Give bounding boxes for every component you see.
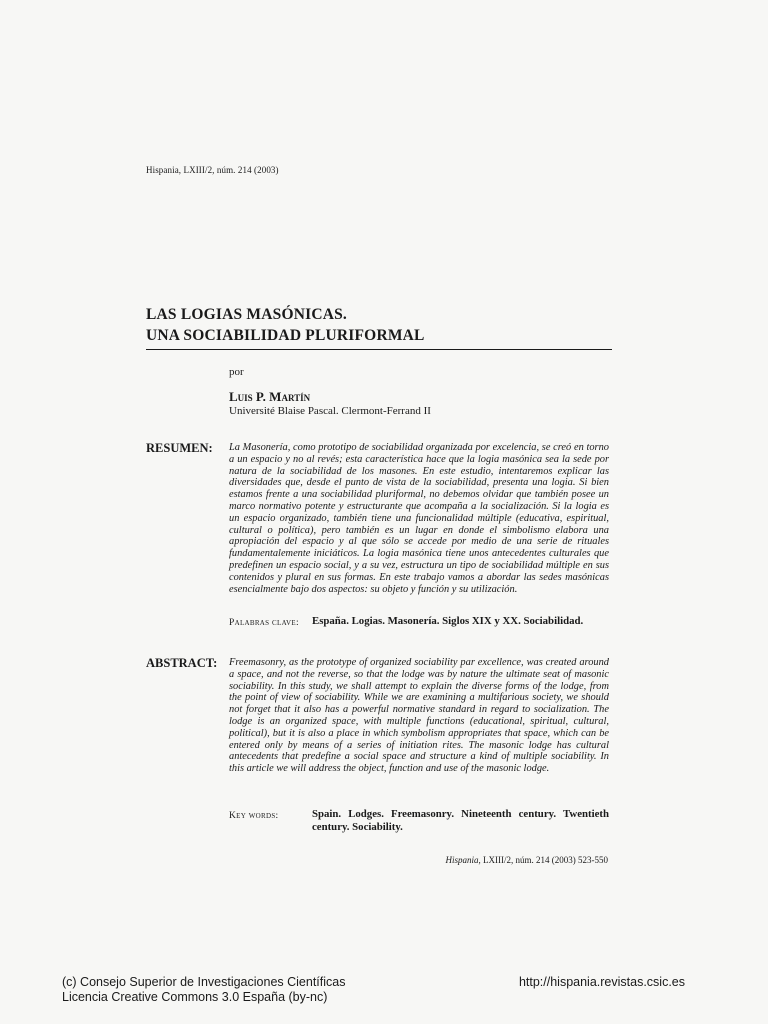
- key-words-text: Spain. Lodges. Freemasonry. Nineteenth century. Twentieth century. Sociability.: [312, 808, 609, 833]
- key-words-label: Key words:: [229, 811, 279, 821]
- abstract-label: ABSTRACT:: [146, 656, 218, 670]
- journal-url[interactable]: http://hispania.revistas.csic.es: [518, 975, 685, 989]
- author-name: Luis P. Martín: [229, 389, 311, 404]
- by-label: por: [229, 366, 244, 378]
- license-line-2: Licencia Creative Commons 3.0 España (by-nc): [62, 990, 328, 1004]
- palabras-clave-text: España. Logias. Masonería. Siglos XIX y XX. Sociabilidad.: [312, 615, 584, 627]
- license-notice: [62, 975, 345, 1005]
- resumen-label: RESUMEN:: [146, 441, 213, 455]
- author-affiliation: Université Blaise Pascal. Clermont-Ferrand II: [229, 405, 431, 417]
- citation-journal: Hispania,: [445, 855, 481, 865]
- abstract-text: Freemasonry, as the prototype of organized sociability par excellence, was created around a space, and not the reverse, so that the lodge was by nature the ultimate seat of masonic sociability. In this study, we shall attempt to explain the diverse forms of the lodge, from the point of view of sociability. While we are examining a multifarious society, we should not forget that it also has a powerful normative standard in regard to socialization. The lodge is an organized space, with multiple functions (educational, spiritual, cultural, political), but it is also a place in which symbolism appropriates that space, which can be entered only by means of a series of initiation rites. The masonic lodge has cultural antecedents that predefine a social space and structure a kind of multiple sociability. In this article we will address the object, function and use of the masonic lodge.: [229, 657, 609, 775]
- article-title: [146, 304, 612, 350]
- palabras-clave-label: Palabras clave:: [229, 618, 299, 628]
- title-line-1: LAS LOGIAS MASÓNICAS.: [146, 306, 348, 323]
- license-line-1: (c) Consejo Superior de Investigaciones Científicas: [62, 975, 346, 989]
- resumen-text: La Masonería, como prototipo de sociabilidad organizada por excelencia, se creó en torno a un espacio y no al revés; esta característica hace que la logia masónica sea la sede por natura de la sociabilidad de los masones. En este estudio, intentaremos explicar las diversidades que, desde el punto de vista de la sociabilidad, presenta una logia. Si bien estamos frente a una sociabilidad pluriformal, no debemos olvidar que también posee un marco normativo potente y estructurante que acompaña a la socialización. Si la logia es un espacio organizado, también tiene una funcionalidad múltiple (educativa, espiritual, cultural o política), pero también es un lugar en donde el simbolismo elabora una apropiación del espacio y al que sólo se accede por medio de una serie de rituales fundamentalemente iniciáticos. La logia masónica tiene unos antecedentes culturales que predefinen un espacio social, y a su vez, estructura un tipo de sociabilidad múltiple en sus contenidos y plural en sus formas. En este trabajo vamos a abordar las sedes masónicas esencialmente bajo dos aspectos: su objeto y función y su utilización.: [229, 442, 609, 595]
- journal-header: Hispania, LXIII/2, núm. 214 (2003): [146, 165, 279, 175]
- page-citation: [446, 855, 609, 865]
- title-line-2: UNA SOCIABILIDAD PLURIFORMAL: [146, 327, 425, 344]
- citation-rest: LXIII/2, núm. 214 (2003) 523-550: [483, 855, 608, 865]
